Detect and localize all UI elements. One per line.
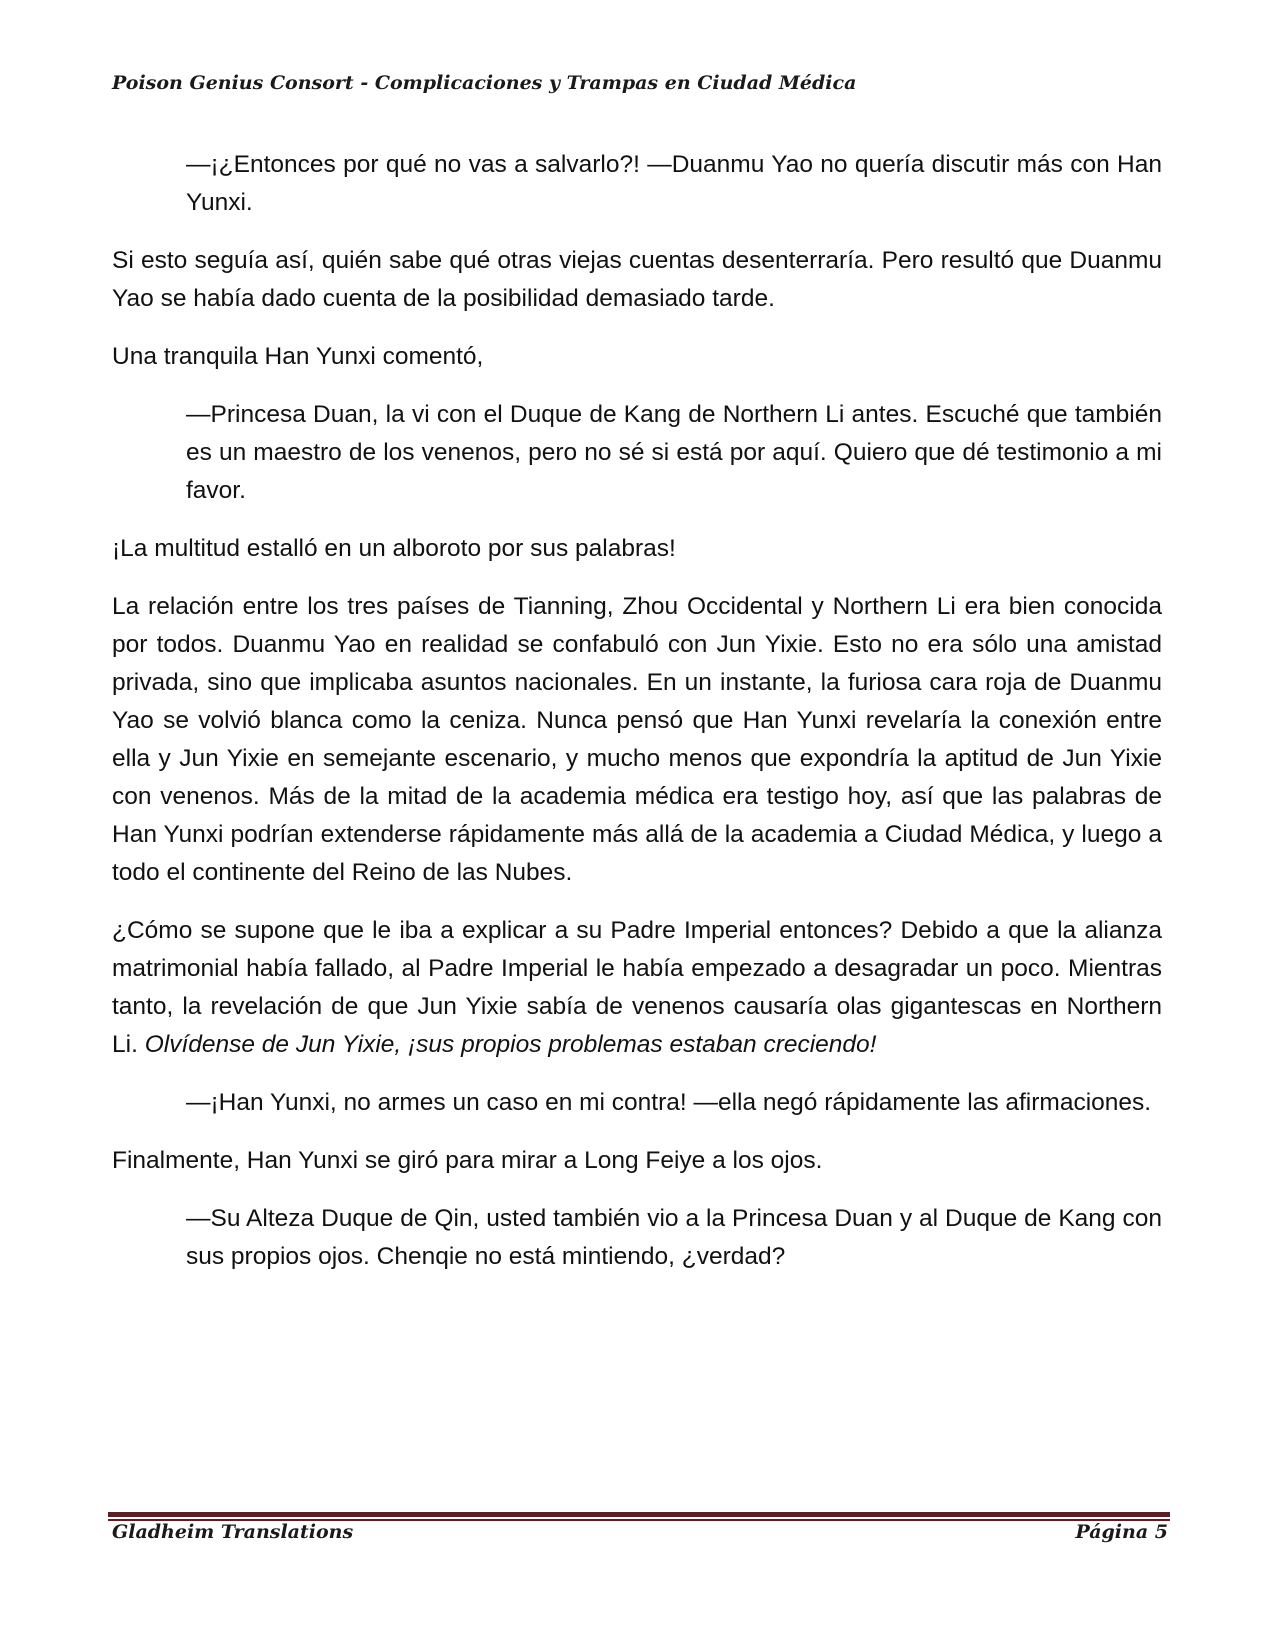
paragraph-9: Finalmente, Han Yunxi se giró para mirar a Long Feiye a los ojos. <box>112 1147 823 1174</box>
page-footer <box>112 1521 1168 1543</box>
page-header: Poison Genius Consort - Complicaciones y Trampas en Ciudad Médica <box>112 72 857 94</box>
paragraph-5: ¡La multitud estalló en un alboroto por sus palabras! <box>112 535 676 562</box>
paragraph-7 <box>112 912 1162 1064</box>
footer-page-number: Página 5 <box>1075 1521 1168 1543</box>
paragraph-6: La relación entre los tres países de Tianning, Zhou Occidental y Northern Li era bien conocida por todos. Duanmu Yao en realidad se confabuló con Jun Yixie. Esto no era sólo una amistad privada, sino que implicaba asuntos nacionales. En un instante, la furiosa cara roja de Duanmu Yao se volvió blanca como la ceniza. Nunca pensó que Han Yunxi revelaría la conexión entre ella y Jun Yixie en semejante escenario, y mucho menos que expondría la aptitud de Jun Yixie con venenos. Más de la mitad de la academia médica era testigo hoy, así que las palabras de Han Yunxi podrían extenderse rápidamente más allá de la academia a Ciudad Médica, y luego a todo el continente del Reino de las Nubes. <box>112 593 1162 886</box>
paragraph-3: Una tranquila Han Yunxi comentó, <box>112 343 484 370</box>
paragraph-7-italic: Olvídense de Jun Yixie, ¡sus propios problemas estaban creciendo! <box>144 1031 877 1058</box>
paragraph-dialogue-4: —Princesa Duan, la vi con el Duque de Kang de Northern Li antes. Escuché que también es un maestro de los venenos, pero no sé si está por aquí. Quiero que dé testimonio a mi favor. <box>186 401 1162 504</box>
footer-divider-thick <box>108 1512 1170 1517</box>
footer-publisher: Gladheim Translations <box>112 1521 354 1543</box>
paragraph-dialogue-8: —¡Han Yunxi, no armes un caso en mi contra! —ella negó rápidamente las afirmaciones. <box>186 1089 1152 1116</box>
paragraph-dialogue-1: —¡¿Entonces por qué no vas a salvarlo?! —Duanmu Yao no quería discutir más con Han Yunxi. <box>186 151 1162 216</box>
paragraph-7-text: ¿Cómo se supone que le iba a explicar a su Padre Imperial entonces? Debido a que la alianza matrimonial había fallado, al Padre Imperial le había empezado a desagradar un poco. Mientras tanto, la revelación de que Jun Yixie sabía de venenos causaría olas gigantescas en Northern Li. <box>112 917 1162 1058</box>
paragraph-2: Si esto seguía así, quién sabe qué otras viejas cuentas desenterraría. Pero resultó que Duanmu Yao se había dado cuenta de la posibilidad demasiado tarde. <box>112 247 1162 312</box>
document-body <box>112 146 1162 1296</box>
paragraph-dialogue-10: —Su Alteza Duque de Qin, usted también vio a la Princesa Duan y al Duque de Kang con sus propios ojos. Chenqie no está mintiendo, ¿verdad? <box>186 1205 1162 1270</box>
